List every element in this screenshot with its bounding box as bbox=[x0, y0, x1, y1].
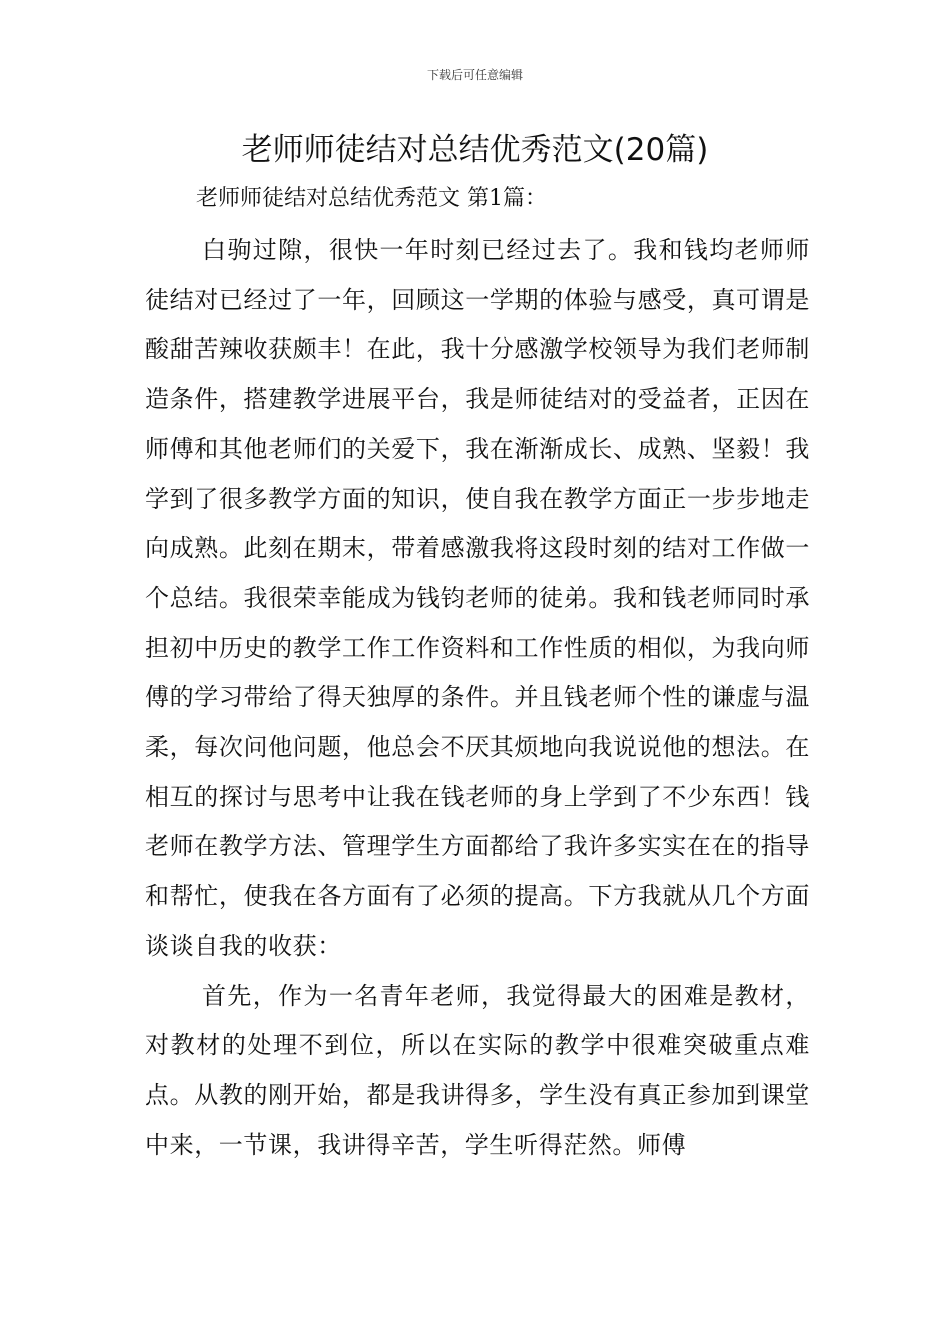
header-note: 下载后可任意编辑 bbox=[426, 68, 523, 82]
paragraph-1: 白驹过隙，很快一年时刻已经过去了。我和钱均老师师徒结对已经过了一年，回顾这一学期的体验与感受，真可谓是酸甜苦辣收获颇丰！在此，我十分感激学校领导为我们老师制造条件，搭建教学进展平台，我是师徒结对的受益者，正因在师傅和其他老师们的关爱下，我在渐渐成长、成熟、坚毅！我学到了很多教学方面的知识，使自我在教学方面正一步步地走向成熟。此刻在期末，带着感激我将这段时刻的结对工作做一个总结。我很荣幸能成为钱钧老师的徒弟。我和钱老师同时承担初中历史的教学工作工作资料和工作性质的相似，为我向师傅的学习带给了得天独厚的条件。并且钱老师个性的谦虚与温柔，每次问他问题，他总会不厌其烦地向我说说他的想法。在相互的探讨与思考中让我在钱老师的身上学到了不少东西！钱老师在教学方法、管理学生方面都给了我许多实实在在的指导和帮忙，使我在各方面有了必须的提高。下方我就从几个方面谈谈自我的收获： bbox=[145, 236, 810, 960]
body-text bbox=[145, 226, 810, 1170]
document-title: 老师师徒结对总结优秀范文(20篇) bbox=[241, 132, 709, 168]
paragraph-2: 首先，作为一名青年老师，我觉得最大的困难是教材，对教材的处理不到位，所以在实际的教学中很难突破重点难点。从教的刚开始，都是我讲得多，学生没有真正参加到课堂中来，一节课，我讲得辛苦，学生听得茫然。师傅 bbox=[145, 981, 810, 1159]
section-subtitle: 老师师徒结对总结优秀范文 第1篇： bbox=[196, 186, 547, 211]
